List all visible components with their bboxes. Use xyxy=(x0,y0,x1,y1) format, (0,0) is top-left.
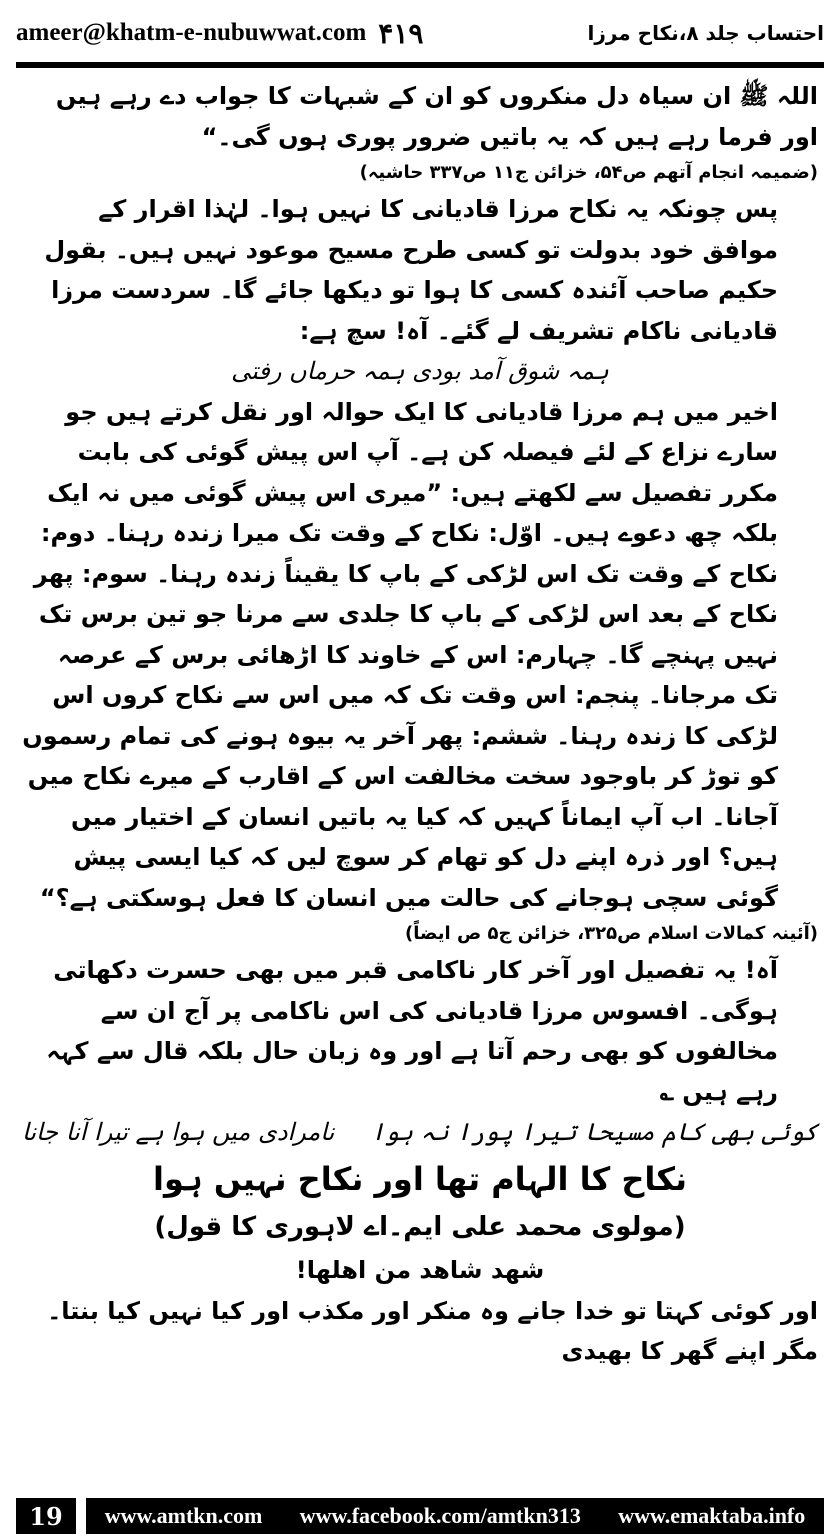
header-email[interactable]: ameer@khatm-e-nubuwwat.com xyxy=(16,19,367,46)
footer-page-number: 19 xyxy=(16,1498,76,1534)
paragraph-2: پس چونکہ یہ نکاح مرزا قادیانی کا نہیں ہوا۔ لہٰذا اقرار کے موافق خود بدولت تو کسی طرح مسیح موعود نہیں ہیں۔ بقول حکیم صاحب آئندہ کسی کا ہوا تو دیکھا جائے گا۔ سردست مرزا قادیانی ناکام تشریف لے گئے۔ آہ! سچ ہے: xyxy=(44,195,778,345)
header-divider xyxy=(16,62,824,68)
couplet xyxy=(22,1112,818,1153)
page-header xyxy=(16,12,824,54)
page-footer xyxy=(16,1498,824,1534)
couplet-first-hemistich: کوئی بھی کام مسیحا تیرا پورا نہ ہوا xyxy=(370,1118,818,1146)
persian-verse: ہمہ شوق آمد بودی ہمہ حرماں رفتی xyxy=(231,357,609,385)
header-left-group xyxy=(16,17,423,50)
arabic-heading: شهد شاهد من اهلها! xyxy=(295,1255,545,1284)
footer-link-emaktaba[interactable]: www.emaktaba.info xyxy=(618,1503,806,1528)
footer-links xyxy=(86,1498,824,1534)
section-heading: نکاح کا الہام تھا اور نکاح نہیں ہوا xyxy=(152,1159,688,1198)
paragraph-4: آہ! یہ تفصیل اور آخر کار ناکامی قبر میں بھی حسرت دکھاتی ہوگی۔ افسوس مرزا قادیانی کی اس ناکامی پر آج ان سے مخالفوں کو بھی رحم آتا ہے اور وہ زبان حال بلکہ قال سے کہہ رہے ہیں ؎ xyxy=(46,956,778,1106)
section-subheading: (مولوی محمد علی ایم۔اے لاہوری کا قول) xyxy=(154,1211,686,1242)
paragraph-3: اخیر میں ہم مرزا قادیانی کا ایک حوالہ اور نقل کرتے ہیں جو سارے نزاع کے لئے فیصلہ کن ہے۔ آپ اس پیش گوئی کی بابت مکرر تفصیل سے لکھتے ہیں: ”میری اس پیش گوئی میں نہ ایک بلکہ چھ دعوے ہیں۔ اوّل: نکاح کے وقت تک میرا زندہ رہنا۔ دوم: نکاح کے وقت تک اس لڑکی کے باپ کا یقیناً زندہ رہنا۔ سوم: پھر نکاح کے بعد اس لڑکی کے باپ کا جلدی سے مرنا جو تین برس تک نہیں پہنچے گا۔ چہارم: اس کے خاوند کا اڑھائی برس کے عرصہ تک مرجانا۔ پنجم: اس وقت تک کہ میں اس سے نکاح کروں اس لڑکی کا زندہ رہنا۔ ششم: پھر آخر یہ بیوہ ہونے کی تمام رسموں کو توڑ کر باوجود سخت مخالفت اس کے اقارب کے میرے نکاح میں آجانا۔ اب آپ ایماناً کہیں کہ کیا یہ باتیں انسان کے اختیار میں ہیں؟ اور ذرہ اپنے دل کو تھام کر سوچ لیں کہ کیا ایسی پیش گوئی سچی ہوجانے کی حالت میں انسان کا فعل ہوسکتی ہے؟“ xyxy=(22,397,778,912)
reference-2: (آئینہ کمالات اسلام ص۳۲۵، خزائن ج۵ ص ایضاً) xyxy=(405,923,818,944)
couplet-second-hemistich: نامرادی میں ہوا ہے تیرا آنا جانا xyxy=(22,1118,335,1146)
paragraph-5: اور کوئی کہتا تو خدا جانے وہ منکر اور مکذب اور کیا نہیں کیا بنتا۔ مگر اپنے گھر کا بھیدی xyxy=(47,1296,818,1365)
footer-link-facebook[interactable]: www.facebook.com/amtkn313 xyxy=(299,1503,581,1528)
running-title: احتساب جلد ۸،نکاح مرزا xyxy=(587,21,824,45)
footer-link-amtkn[interactable]: www.amtkn.com xyxy=(104,1503,263,1528)
header-page-number: ۴۱۹ xyxy=(378,16,424,50)
paragraph-1: اللہ ﷺ ان سیاہ دل منکروں کو ان کے شبہات کا جواب دے رہے ہیں اور فرما رہے ہیں کہ یہ باتیں ضرور پوری ہوں گی۔“ xyxy=(55,82,818,151)
reference-1: (ضمیمہ انجام آتھم ص۵۴، خزائن ج۱۱ ص۳۳۷ حاشیہ) xyxy=(359,162,818,183)
page-body xyxy=(22,76,818,1372)
